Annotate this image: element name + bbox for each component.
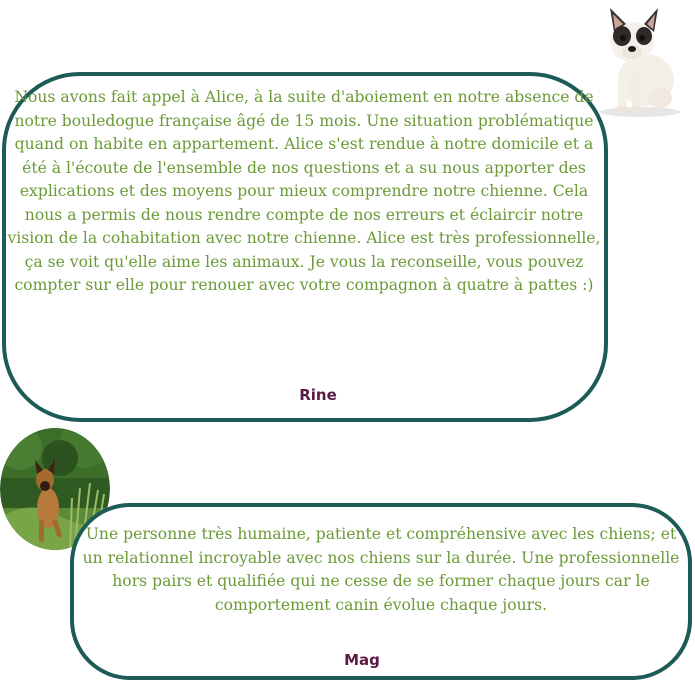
french-bulldog-photo xyxy=(580,2,692,120)
testimonial-author-rine: Rine xyxy=(299,386,337,404)
testimonial-author-mag: Mag xyxy=(344,651,380,669)
testimonial-quote-rine: Nous avons fait appel à Alice, à la suite d'aboiement en notre absence de notre bouledogue française âgé de 15 mois. Une situation problématique quand on habite en appartement. Alice s'est rendue à notre domicile et a été à l'écoute de l'ensemble de nos questions et a su nous apporter des explications et des moyens pour mieux comprendre notre chienne. Cela nous a permis de nous rendre compte de nos erreurs et éclaircir notre vision de la cohabitation avec notre chienne. Alice est très professionnelle, ça se voit qu'elle aime les animaux. Je vous la reconseille, vous pouvez compter sur elle pour renouer avec votre compagnon à quatre à pattes :) xyxy=(7,88,601,294)
testimonial-quote-mag: Une personne très humaine, patiente et compréhensive avec les chiens; et un relationnel incroyable avec nos chiens sur la durée. Une professionnelle hors pairs et qualifiée qui ne cesse de se former chaque jours car le comportement canin évolue chaque jours. xyxy=(82,525,680,614)
